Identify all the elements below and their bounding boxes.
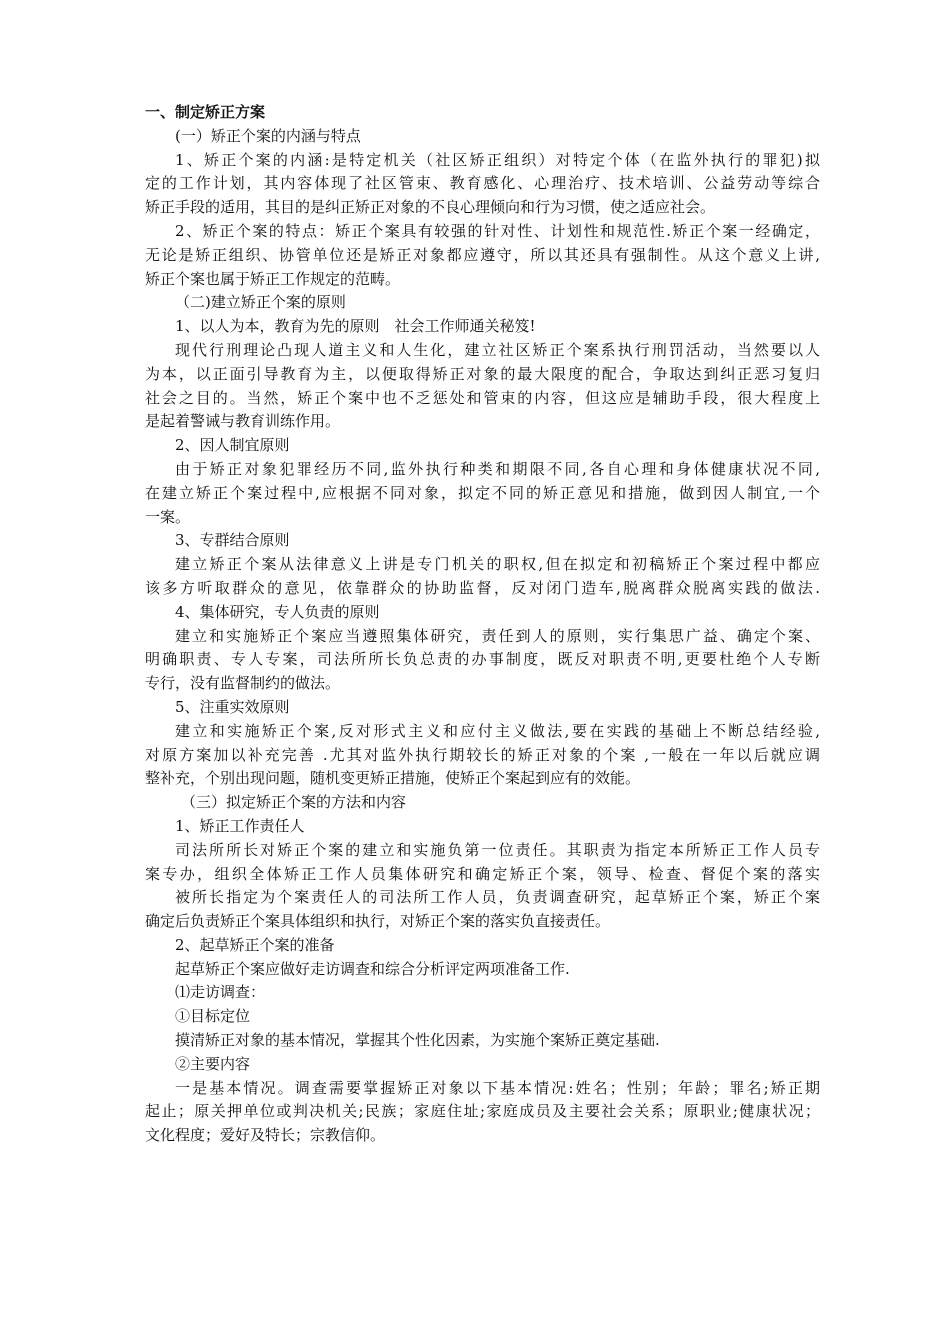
text-line: 为本，以正面引导教育为主，以便取得矫正对象的最大限度的配合，争取达到纠正恶习复归 <box>145 364 820 383</box>
text-line: 由于矫正对象犯罪经历不同,监外执行种类和期限不同,各自心理和身体健康状况不同, <box>175 459 820 478</box>
document-page <box>145 101 820 1148</box>
text-line: 4、集体研究，专人负责的原则 <box>175 602 380 621</box>
text-line: 起止；原关押单位或判决机关;民族；家庭住址;家庭成员及主要社会关系；原职业;健康状况； <box>145 1102 820 1121</box>
text-line: ①目标定位 <box>175 1007 251 1026</box>
section-heading: 一、制定矫正方案 <box>145 103 266 121</box>
text-line: 现代行刑理论凸现人道主义和人生化，建立社区矫正个案系执行刑罚活动，当然要以人 <box>175 340 820 359</box>
text-line: 案专办，组织全体矫正工作人员集体研究和确定矫正个案，领导、检查、督促个案的落实 <box>145 864 820 883</box>
text-line: 整补充，个别出现问题，随机变更矫正措施，使矫正个案起到应有的效能。 <box>145 769 641 788</box>
text-line: 专行，没有监督制约的做法。 <box>145 674 341 693</box>
text-line: 在建立矫正个案过程中,应根据不同对象，拟定不同的矫正意见和措施，做到因人制宜,一个 <box>145 483 820 502</box>
text-line: 5、注重实效原则 <box>175 697 290 716</box>
text-line: 1、矫正个案的内涵:是特定机关（社区矫正组织）对特定个体（在监外执行的罪犯)拟 <box>175 150 820 169</box>
text-line: 摸清矫正对象的基本情况，掌握其个性化因素，为实施个案矫正奠定基础. <box>175 1031 660 1050</box>
text-line: 矫正个案也属于矫正工作规定的范畴。 <box>145 269 401 288</box>
text-line: 建立矫正个案从法律意义上讲是专门机关的职权,但在拟定和初稿矫正个案过程中都应 <box>175 555 820 574</box>
text-line: ②主要内容 <box>175 1054 251 1073</box>
text-line: 1、矫正工作责任人 <box>175 816 305 835</box>
text-line: 文化程度；爱好及特长；宗教信仰。 <box>145 1126 386 1145</box>
text-line: 定的工作计划，其内容体现了社区管束、教育感化、心理治疗、技术培训、公益劳动等综合 <box>145 174 820 193</box>
text-line: 是起着警诫与教育训练作用。 <box>145 412 341 431</box>
text-line: 2、起草矫正个案的准备 <box>175 935 335 954</box>
text-line: 2、因人制宜原则 <box>175 436 290 455</box>
text-line: 3、专群结合原则 <box>175 531 290 550</box>
text-line: （三）拟定矫正个案的方法和内容 <box>181 793 407 812</box>
text-line: 一是基本情况。调查需要掌握矫正对象以下基本情况:姓名；性别；年龄；罪名;矫正期 <box>175 1078 820 1097</box>
text-line: 1、以人为本，教育为先的原则 社会工作师通关秘笈! <box>175 317 536 336</box>
text-line: 确定后负责矫正个案具体组织和执行，对矫正个案的落实负直接责任。 <box>145 912 611 931</box>
text-line: 社会之目的。当然，矫正个案中也不乏惩处和管束的内容，但这应是辅助手段，很大程度上 <box>145 388 820 407</box>
text-line: 起草矫正个案应做好走访调查和综合分析评定两项准备工作. <box>175 959 570 978</box>
text-line: 对原方案加以补充完善 .尤其对监外执行期较长的矫正对象的个案 ,一般在一年以后就应调 <box>145 745 820 764</box>
text-line: 该多方听取群众的意见，依靠群众的协助监督，反对闭门造车,脱离群众脱离实践的做法. <box>145 578 820 597</box>
text-line: 无论是矫正组织、协管单位还是矫正对象都应遵守，所以其还具有强制性。从这个意义上讲, <box>145 245 820 264</box>
text-line: 矫正手段的适用，其目的是纠正矫正对象的不良心理倾向和行为习惯，使之适应社会。 <box>145 198 716 217</box>
text-line: 建立和实施矫正个案,反对形式主义和应付主义做法,要在实践的基础上不断总结经验, <box>175 721 820 740</box>
text-line: ⑴走访调查： <box>175 983 266 1002</box>
text-line: 建立和实施矫正个案应当遵照集体研究，责任到人的原则，实行集思广益、确定个案、 <box>175 626 820 645</box>
text-line: 2、矫正个案的特点：矫正个案具有较强的针对性、计划性和规范性.矫正个案一经确定， <box>175 221 820 240</box>
text-line: 明确职责、专人专案，司法所所长负总责的办事制度，既反对职责不明,更要杜绝个人专断 <box>145 650 820 669</box>
text-line: (一）矫正个案的内涵与特点 <box>175 126 361 145</box>
text-line: 被所长指定为个案责任人的司法所工作人员，负责调查研究，起草矫正个案，矫正个案 <box>175 888 820 907</box>
text-line: 司法所所长对矫正个案的建立和实施负第一位责任。其职责为指定本所矫正工作人员专 <box>175 840 820 859</box>
text-line: （二)建立矫正个案的原则 <box>175 293 346 312</box>
text-line: 一案。 <box>145 507 191 526</box>
